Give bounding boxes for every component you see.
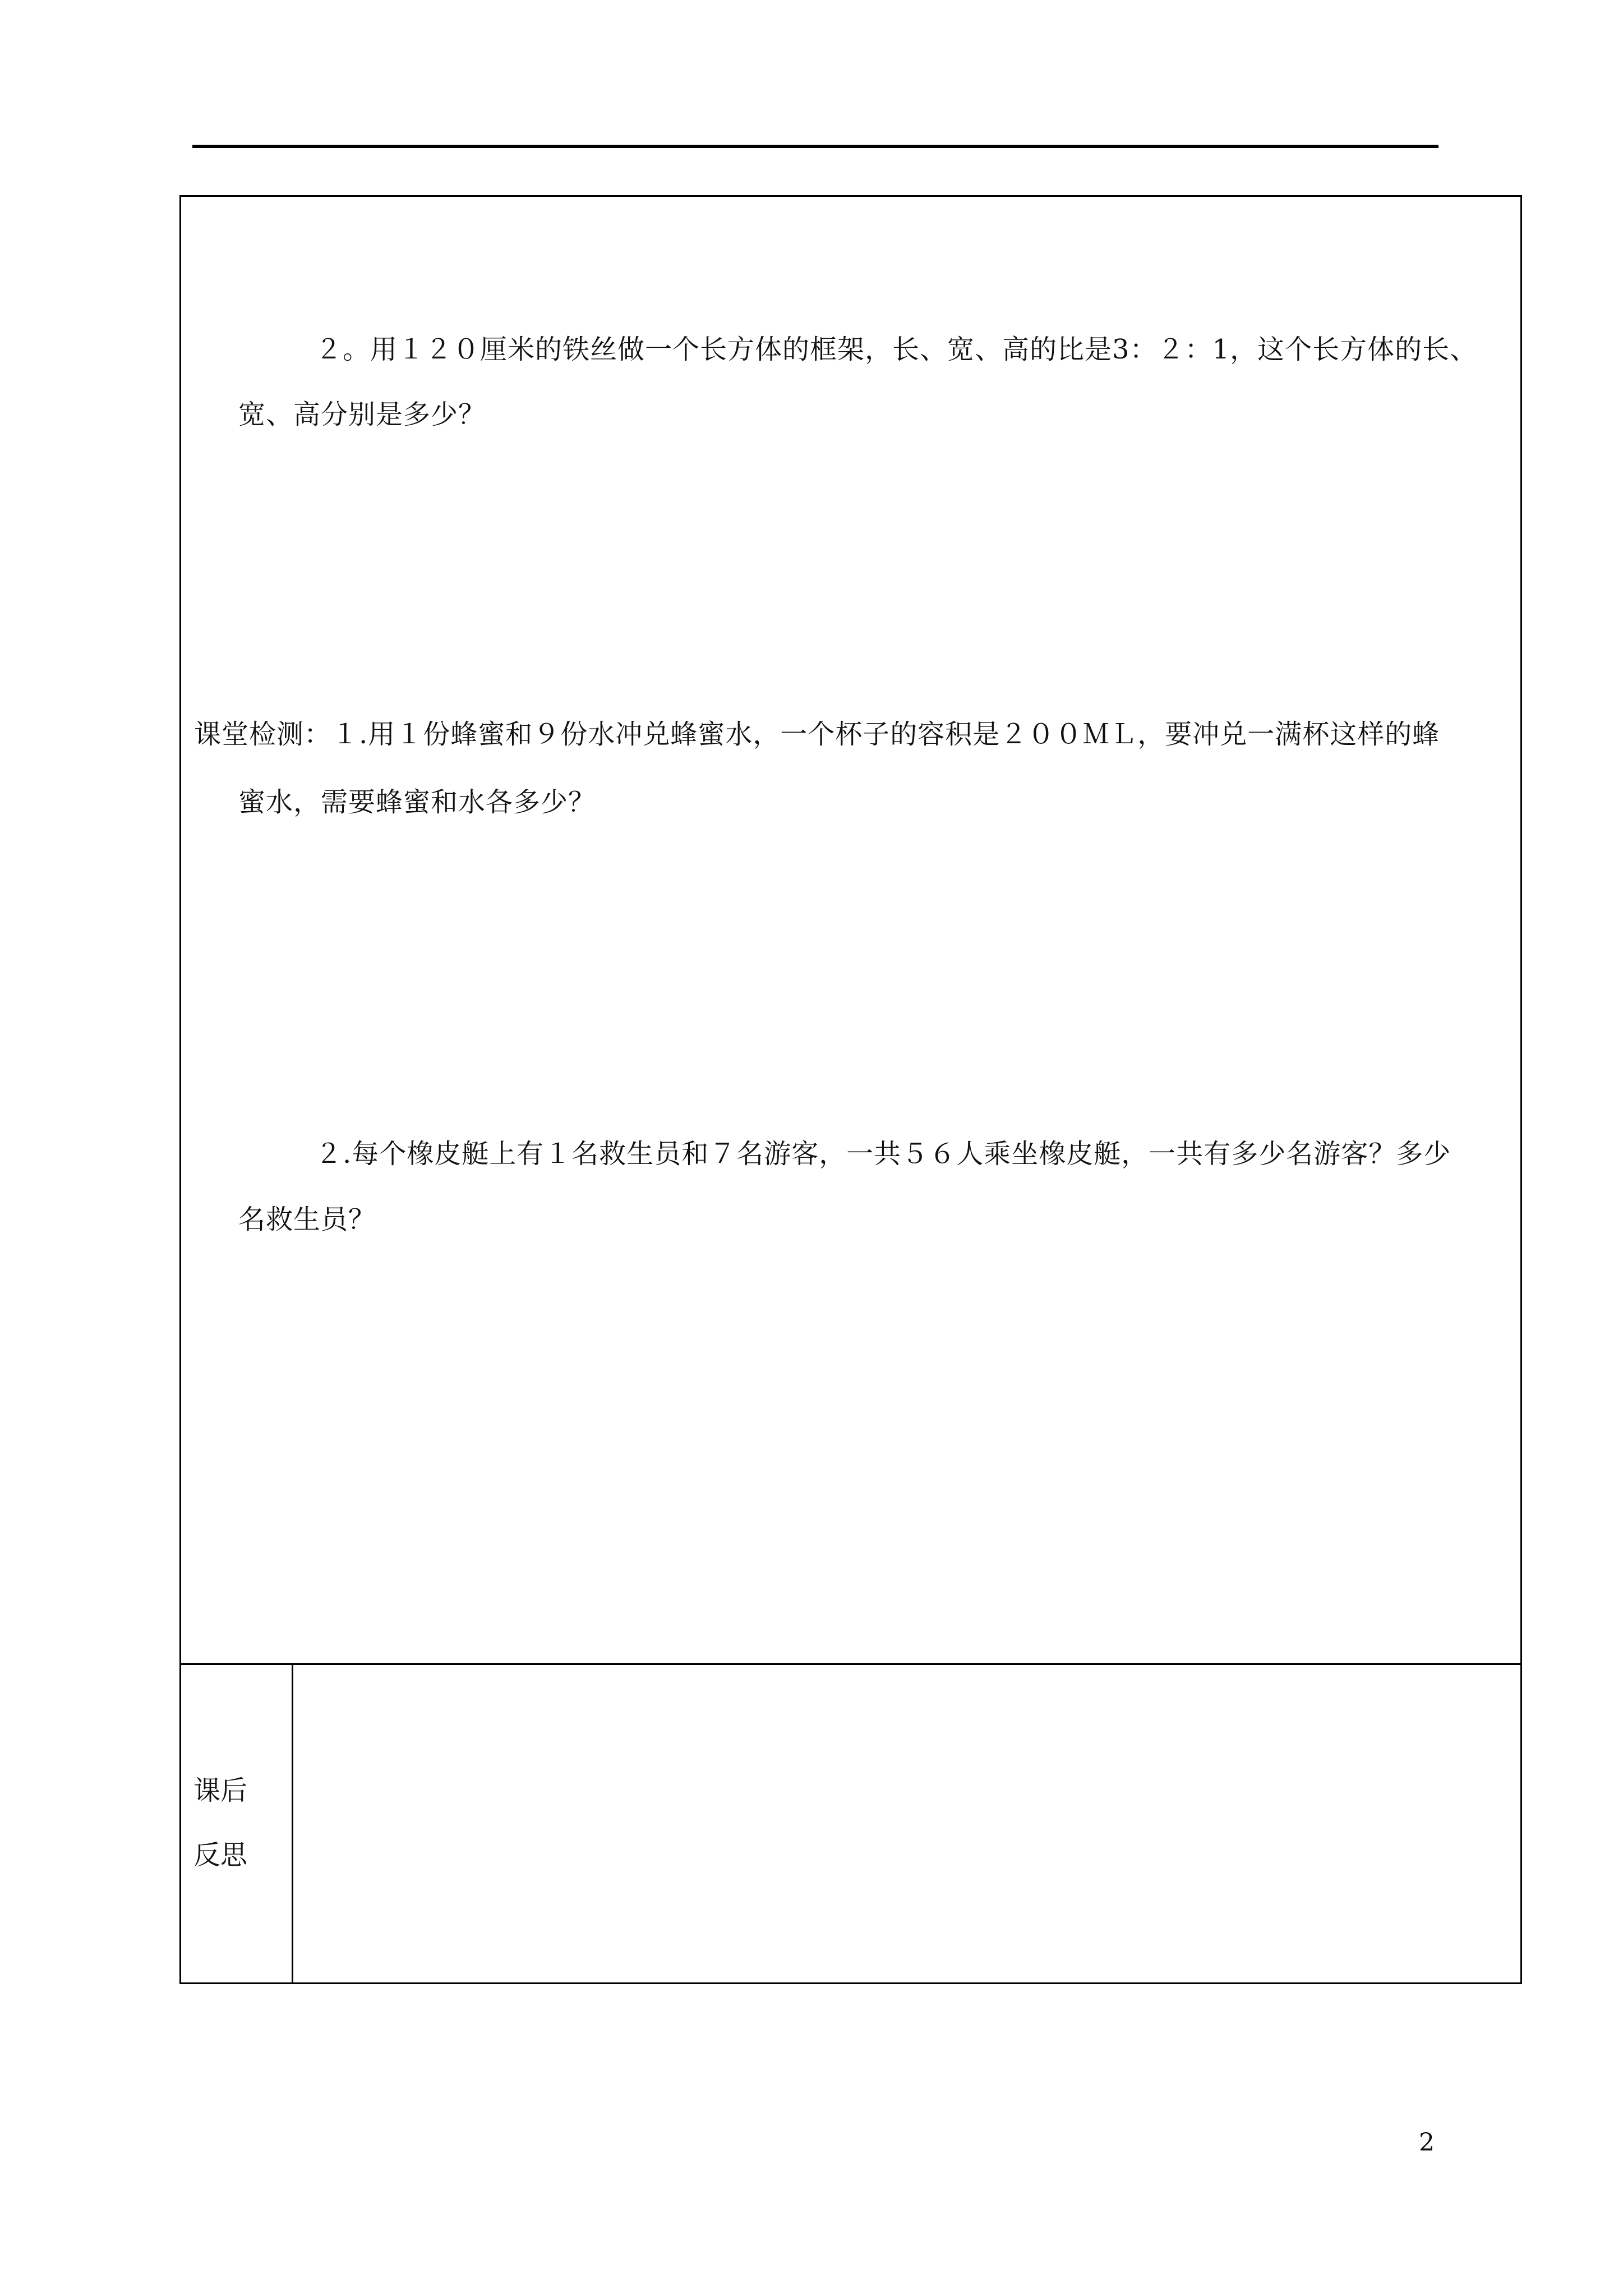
problem-2-line-2: 宽、高分别是多少？ (238, 399, 486, 430)
reflection-row (179, 1663, 1522, 1984)
reflection-label-line-2: 反思 (193, 1839, 248, 1871)
classroom-check-line-2: 蜜水，需要蜂蜜和水各多少？ (238, 786, 596, 818)
page-number: 2 (1419, 2128, 1435, 2157)
problem-2-line-1: ２。用１２０厘米的铁丝做一个长方体的框架，长、宽、高的比是3：２：1，这个长方体的长、 (315, 334, 1478, 365)
reflection-divider (292, 1663, 293, 1984)
header-rule (192, 145, 1438, 148)
reflection-label-line-1: 课后 (193, 1775, 248, 1806)
problem-check-2-line-2: 名救生员？ (238, 1204, 376, 1235)
classroom-check-line-1: 课堂检测：１.用１份蜂蜜和９份水冲兑蜂蜜水，一个杯子的容积是２００ＭＬ，要冲兑一满杯这样的蜂 (194, 719, 1440, 750)
problem-check-2-line-1: ２.每个橡皮艇上有１名救生员和７名游客，一共５６人乘坐橡皮艇，一共有多少名游客？多少 (315, 1138, 1451, 1170)
